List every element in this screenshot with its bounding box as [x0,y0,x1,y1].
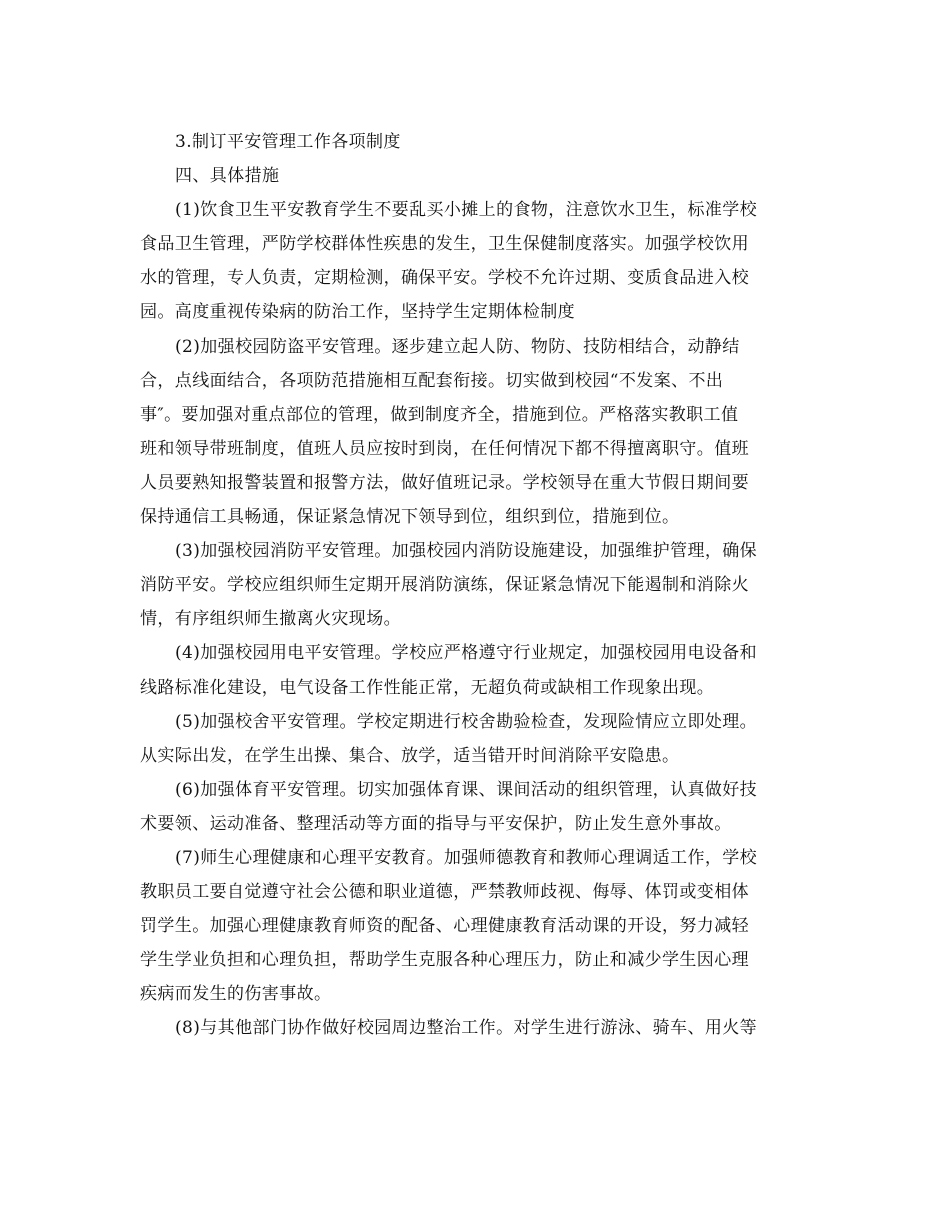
paragraph-line: 班和领导带班制度，值班人员应按时到岗，在任何情况下都不得擅离职守。值班 [140,438,749,459]
document-page [140,125,810,1046]
paragraph-start-line: (2)加强校园防盗平安管理。逐步建立起人防、物防、技防相结合，动静结 [175,336,740,357]
paragraph-line: 消防平安。学校应组织师生定期开展消防演练，保证紧急情况下能遏制和消除火 [140,575,749,596]
paragraph-start-line: (7)师生心理健康和心理平安教育。加强师德教育和教师心理调适工作，学校 [175,847,758,868]
paragraph-start-line: (5)加强校舍平安管理。学校定期进行校舍勘验检查，发现险情应立即处理。 [175,711,758,732]
paragraph-line: 食品卫生管理，严防学校群体性疾患的发生，卫生保健制度落实。加强学校饮用 [140,234,749,255]
paragraph-start-line: 四、具体措施 [175,166,280,187]
paragraph-line: 事″。要加强对重点部位的管理，做到制度齐全，措施到位。严格落实教职工值 [140,404,739,425]
paragraph-line: 从实际出发，在学生出操、集合、放学，适当错开时间消除平安隐患。 [140,745,680,766]
paragraph-line: 线路标准化建设，电气设备工作性能正常，无超负荷或缺相工作现象出现。 [140,677,715,698]
paragraph-line: 疾病而发生的伤害事故。 [140,984,332,1005]
paragraph-line: 情，有序组织师生撤离火灾现场。 [140,609,401,630]
paragraph-line: 术要领、运动准备、整理活动等方面的指导与平安保护，防止发生意外事故。 [140,813,732,834]
paragraph-start-line: (3)加强校园消防平安管理。加强校园内消防设施建设，加强维护管理，确保 [175,541,758,562]
paragraph-start-line: (6)加强体育平安管理。切实加强体育课、课间活动的组织管理，认真做好技 [175,779,758,800]
paragraph-line: 教职员工要自觉遵守社会公德和职业道德，严禁教师歧视、侮辱、体罚或变相体 [140,882,749,903]
paragraph-start-line: 3.制订平安管理工作各项制度 [175,132,401,152]
paragraph-line: 水的管理，专人负责，定期检测，确保平安。学校不允许过期、变质食品进入校 [140,268,749,289]
paragraph-line: 合，点线面结合，各项防范措施相互配套衔接。切实做到校园“不发案、不出 [140,370,724,391]
paragraph-start-line: (4)加强校园用电平安管理。学校应严格遵守行业规定，加强校园用电设备和 [175,643,758,664]
paragraph-start-line: (8)与其他部门协作做好校园周边整治工作。对学生进行游泳、骑车、用火等 [175,1018,758,1039]
paragraph-line: 罚学生。加强心理健康教育师资的配备、心理健康教育活动课的开设，努力减轻 [140,916,749,937]
paragraph-start-line: (1)饮食卫生平安教育学生不要乱买小摊上的食物，注意饮水卫生，标准学校 [175,200,758,221]
paragraph-line: 人员要熟知报警装置和报警方法，做好值班记录。学校领导在重大节假日期间要 [140,472,749,493]
paragraph-line: 学生学业负担和心理负担，帮助学生克服各种心理压力，防止和减少学生因心理 [140,950,749,971]
paragraph-line: 园。高度重视传染病的防治工作，坚持学生定期体检制度 [140,302,575,323]
paragraph-line: 保持通信工具畅通，保证紧急情况下领导到位，组织到位，措施到位。 [140,507,680,528]
